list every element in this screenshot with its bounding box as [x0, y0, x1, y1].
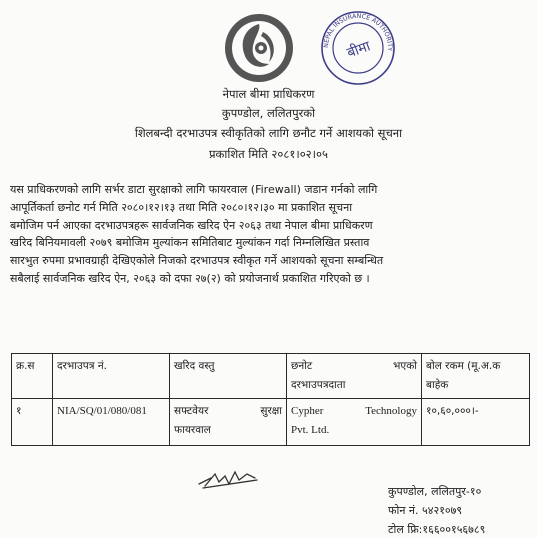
- header-selected-part: भएको: [393, 360, 417, 372]
- header-selected-part: दरभाउपत्रदाता: [291, 379, 346, 391]
- cell-bid-no: NIA/SQ/01/080/081: [53, 399, 170, 446]
- published-date: प्रकाशित मिति २०८१।०२।०५: [209, 147, 328, 161]
- cell-item: [170, 399, 287, 446]
- cell-vendor-part: Technology: [365, 405, 417, 417]
- header-selected-part: छनोट: [291, 360, 313, 372]
- notice-subject: शिलबन्दी दरभाउपत्र स्वीकृतिको लागि छनौट गर्ने आशयको सूचना: [134, 126, 403, 140]
- header-amount: [422, 354, 530, 399]
- header-selected-bidder: [287, 354, 422, 399]
- body-line: खरिद बिनियमावली २०७९ बमोजिम मुल्यांकन समितिबाट मुल्यांकन गर्दा निम्नलिखित प्रस्ताव: [10, 236, 370, 250]
- notice-body: [10, 181, 525, 288]
- table-header-row: [12, 354, 530, 399]
- header-sn: क्र.स: [12, 354, 53, 399]
- seal-ring-text: NEPAL INSURANCE AUTHORITY: [322, 12, 394, 52]
- body-line: सारभुत रुपमा प्रभावग्राही देखिएकोले निजको दरभाउपत्र स्वीकृत गर्ने आशयको सूचना सम्बन्धित: [10, 254, 384, 268]
- cell-item-part: सफ्टवेयर: [174, 405, 209, 417]
- bid-table: [11, 353, 530, 446]
- cell-item-part: फायरवाल: [174, 424, 211, 436]
- org-address: कुपण्डोल, ललितपुरको: [221, 106, 316, 120]
- svg-text:बीमा: बीमा: [344, 38, 373, 62]
- body-line: यस प्राधिकरणको लागि सर्भर डाटा सुरक्षाको लागि फायरवाल (Firewall) जडान गर्नको लागि: [10, 183, 378, 196]
- insurance-authority-seal-icon: [320, 10, 396, 86]
- cell-vendor-part: Cypher: [291, 405, 324, 417]
- header-bid-no: दरभाउपत्र नं.: [53, 354, 170, 399]
- cell-item-part: सुरक्षा: [260, 405, 282, 417]
- cell-vendor-part: Pvt. Ltd.: [291, 424, 330, 436]
- header-amount-part: बाहेक: [426, 379, 449, 391]
- body-line: सबैलाई सार्वजनिक खरिद ऐन, २०६३ को दफा २७(२) को प्रयोजनार्थ प्रकाशित गरिएको छ ।: [10, 271, 370, 285]
- table-row: [12, 399, 530, 446]
- org-name: नेपाल बीमा प्राधिकरण: [222, 87, 315, 101]
- cell-sn: १: [12, 399, 53, 446]
- header-item-part: खरिद: [174, 360, 196, 372]
- footer-tollfree: टोल फ्रि:१६६००१५६७८९: [388, 523, 486, 536]
- body-line: आपूर्तिकर्ता छनोट गर्न मिति २०८०।१२।१३ तथा मिति २०८०।१२।३० मा प्रकाशित सूचना: [10, 200, 353, 214]
- body-line: बमोजिम पर्न आएका दरभाउपत्रहरू सार्वजनिक खरिद ऐन २०६३ तथा नेपाल बीमा प्राधिकरण: [10, 218, 373, 232]
- footer-phone: फोन नं. ५४२१०७९: [388, 504, 463, 517]
- authority-emblem-icon: [223, 12, 295, 84]
- logo-area: [0, 6, 537, 88]
- header-item-part: वस्तु: [198, 360, 215, 372]
- header-amount-part: बोल रकम (मू.अ.क: [426, 360, 501, 372]
- footer-address: कुपण्डोल, ललितपुर-१०: [388, 485, 482, 498]
- cell-amount: १०,६०,०००।-: [422, 399, 530, 446]
- signature-icon: [195, 462, 265, 492]
- cell-vendor: [287, 399, 422, 446]
- header-item: [170, 354, 287, 399]
